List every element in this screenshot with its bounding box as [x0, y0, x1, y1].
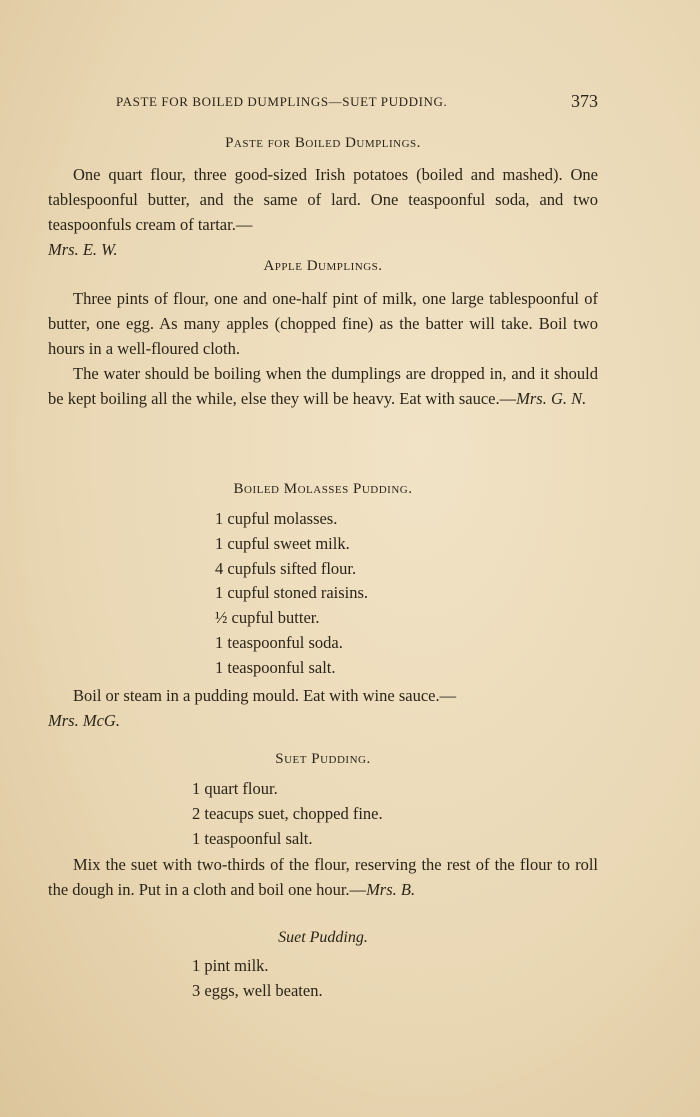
recipe-text-molasses: Boil or steam in a pudding mould. Eat with wine sauce.—	[73, 686, 457, 705]
recipe-text-suet: Mix the suet with two-thirds of the flour, reserving the rest of the flour to roll the dough in. Put in a cloth and boil one hour.—	[48, 855, 598, 899]
recipe-body-apple	[48, 286, 598, 411]
ingredient-item: 1 cupful molasses.	[215, 509, 338, 528]
recipe-title-molasses: Boiled Molasses Pudding.	[233, 481, 413, 497]
ingredient-list-molasses	[215, 507, 368, 681]
ingredient-item: 1 pint milk.	[192, 956, 269, 975]
ingredient-item: 1 teaspoonful salt.	[192, 828, 313, 848]
recipe-title-suet-2: Suet Pudding.	[278, 929, 368, 946]
running-head-title: PASTE FOR BOILED DUMPLINGS—SUET PUDDING.	[116, 94, 448, 109]
recipe-body-paste	[48, 162, 598, 262]
ingredient-item: 3 eggs, well beaten.	[192, 980, 323, 1000]
signature-molasses: Mrs. McG.	[48, 711, 120, 730]
signature-suet: Mrs. B.	[366, 880, 416, 899]
recipe-title-paste: Paste for Boiled Dumplings.	[225, 135, 421, 151]
recipe-para2-apple: The water should be boiling when the dumplings are dropped in, and it should be kept boiling all the while, else they will be heavy. Eat with sauce.—	[48, 364, 598, 408]
recipe-title-suet: Suet Pudding.	[275, 751, 371, 767]
recipe-para1-apple: Three pints of flour, one and one-half pint of milk, one large tablespoonful of butter, one egg. As many apples (chopped fine) as the batter will take. Boil two hours in a well-floured cloth.	[48, 289, 598, 358]
ingredient-item: ½ cupful butter.	[215, 608, 320, 628]
ingredient-item: 1 teaspoonful soda.	[215, 632, 343, 652]
recipe-body-suet	[48, 852, 598, 902]
ingredient-item: 1 quart flour.	[192, 779, 278, 798]
recipe-title-apple: Apple Dumplings.	[263, 258, 383, 274]
ingredient-item: 1 cupful stoned raisins.	[215, 583, 369, 603]
ingredient-item: 1 cupful sweet milk.	[215, 533, 350, 553]
recipe-body-molasses	[48, 683, 598, 733]
page-number: 373	[571, 91, 598, 111]
recipe-text-paste: One quart flour, three good-sized Irish potatoes (boiled and mashed). One tablespoonful butter, and the same of lard. One teaspoonful soda, and two teaspoonfuls cream of tartar.—	[48, 165, 598, 234]
ingredient-item: 4 cupfuls sifted flour.	[215, 558, 357, 578]
signature-paste: Mrs. E. W.	[48, 240, 118, 259]
ingredient-list-suet-2	[192, 954, 323, 1004]
ingredient-item: 1 teaspoonful salt.	[215, 657, 336, 677]
signature-apple: Mrs. G. N.	[516, 389, 587, 408]
ingredient-list-suet	[192, 777, 383, 851]
ingredient-item: 2 teacups suet, chopped fine.	[192, 803, 383, 823]
